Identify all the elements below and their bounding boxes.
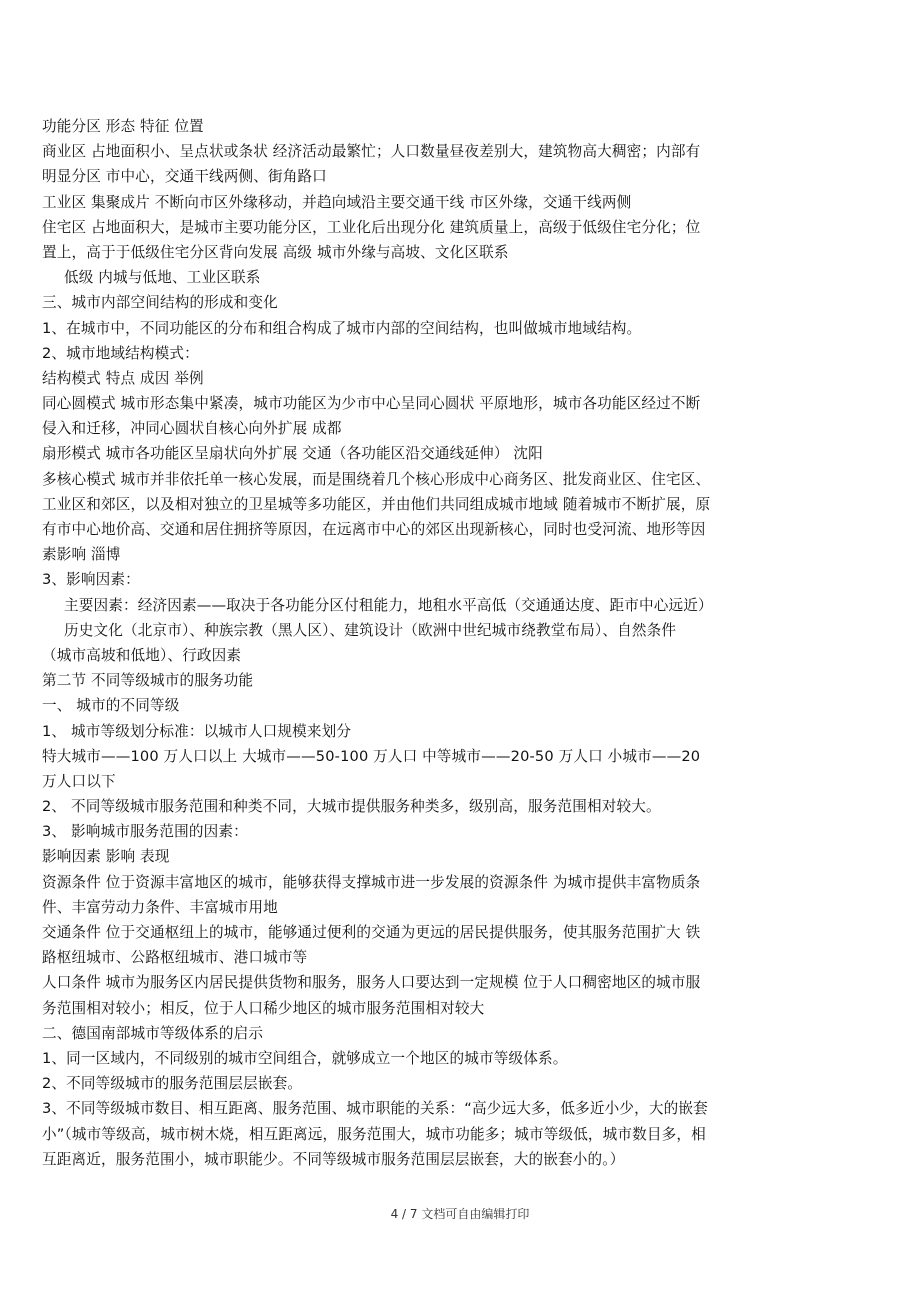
section-heading: 一、 城市的不同等级 (42, 697, 180, 715)
text-line: 有市中心地价高、交通和居住拥挤等原因，在远离市中心的郊区出现新核心，同时也受河流、地形等因 (42, 521, 706, 538)
text-line: 2、 不同等级城市服务范围和种类不同，大城市提供服务种类多，级别高，服务范围相对较大。 (42, 798, 661, 816)
text-line: 多核心模式 城市并非依托单一核心发展，而是围绕着几个核心形成中心商务区、批发商业区、住宅区、 (42, 470, 711, 488)
text-line: 2、不同等级城市的服务范围层层嵌套。 (42, 1075, 303, 1093)
section-heading: 三、城市内部空间结构的形成和变化 (42, 294, 278, 312)
document-body (42, 114, 782, 1172)
text-line: 2、城市地域结构模式： (42, 344, 199, 362)
text-line: （城市高坡和低地）、行政因素 (42, 646, 242, 664)
text-line: 置上，高于于低级住宅分区背向发展 高级 城市外缘与高坡、文化区联系 (42, 243, 509, 261)
text-line: 交通条件 位于交通枢纽上的城市，能够通过便利的交通为更远的居民提供服务，使其服务范围扩大 铁 (42, 924, 701, 941)
text-line: 小”（城市等级高，城市树木烧，相互距离远，服务范围大，城市功能多；城市等级低，城市数目多，相 (42, 1125, 706, 1143)
text-line: 资源条件 位于资源丰富地区的城市，能够获得支撑城市进一步发展的资源条件 为城市提供丰富物质条 (42, 873, 701, 891)
text-line: 1、在城市中，不同功能区的分布和组合构成了城市内部的空间结构，也叫做城市地域结构。 (42, 319, 642, 337)
text-line: 同心圆模式 城市形态集中紧凑，城市功能区为少市中心呈同心圆状 平原地形，城市各功能区经过不断 (42, 395, 701, 413)
text-line: 人口条件 城市为服务区内居民提供货物和服务，服务人口要达到一定规模 位于人口稠密地区的城市服 (42, 974, 701, 992)
text-line: 特大城市——100 万人口以上 大城市——50-100 万人口 中等城市——20-50 万人口 小城市——20 (42, 747, 701, 765)
text-line: 明显分区 市中心，交通干线两侧、街角路口 (42, 168, 327, 186)
text-line: 互距离近，服务范围小，城市职能少。不同等级城市服务范围层层嵌套，大的嵌套小的。） (42, 1150, 625, 1168)
text-line: 1、 城市等级划分标准：以城市人口规模来划分 (42, 722, 352, 740)
text-line: 1、同一区域内，不同级别的城市空间组合，就够成立一个地区的城市等级体系。 (42, 1049, 568, 1067)
text-line: 历史文化（北京市）、种族宗教（黑人区）、建筑设计（欧洲中世纪城市绕教堂布局）、自然条件 (64, 621, 677, 639)
text-line: 3、不同等级城市数目、相互距离、服务范围、城市职能的关系：“高少远大多，低多近小少，大的嵌套 (42, 1100, 708, 1118)
text-line: 工业区 集聚成片 不断向市区外缘移动，并趋向域沿主要交通干线 市区外缘，交通干线两侧 (42, 193, 632, 211)
text-line: 低级 内城与低地、工业区联系 (64, 269, 261, 287)
section-heading: 第二节 不同等级城市的服务功能 (42, 672, 254, 690)
text-line: 住宅区 占地面积大，是城市主要功能分区，工业化后出现分化 建筑质量上，高级于低级住宅分化；位 (42, 218, 701, 236)
page-footer: 4 / 7 文档可自由编辑打印 (390, 1207, 530, 1221)
text-line: 3、 影响城市服务范围的因素： (42, 823, 248, 841)
text-line: 万人口以下 (42, 772, 116, 790)
text-line: 件、丰富劳动力条件、丰富城市用地 (42, 898, 278, 916)
text-line: 务范围相对较小；相反，位于人口稀少地区的城市服务范围相对较大 (42, 999, 485, 1017)
text-line: 素影响 淄博 (42, 546, 121, 564)
text-line: 商业区 占地面积小、呈点状或条状 经济活动最繁忙；人口数量昼夜差别大，建筑物高大稠密；内部有 (42, 143, 701, 161)
text-line: 功能分区 形态 特征 位置 (42, 118, 204, 135)
text-line: 扇形模式 城市各功能区呈扇状向外扩展 交通（各功能区沿交通线延伸） 沈阳 (42, 445, 543, 463)
text-line: 3、影响因素： (42, 571, 140, 589)
section-heading: 二、德国南部城市等级体系的启示 (42, 1024, 264, 1042)
text-line: 工业区和郊区，以及相对独立的卫星城等多功能区，并由他们共同组成城市地域 随着城市不断扩展，原 (42, 495, 711, 513)
text-line: 侵入和迁移，冲同心圆状自核心向外扩展 成都 (42, 420, 342, 438)
text-line: 路枢纽城市、公路枢纽城市、港口城市等 (42, 949, 308, 967)
text-line: 主要因素：经济因素——取决于各功能分区付租能力，地租水平高低（交通通达度、距市中心远近） (64, 596, 713, 614)
text-line: 结构模式 特点 成因 举例 (42, 369, 204, 387)
text-line: 影响因素 影响 表现 (42, 848, 170, 866)
